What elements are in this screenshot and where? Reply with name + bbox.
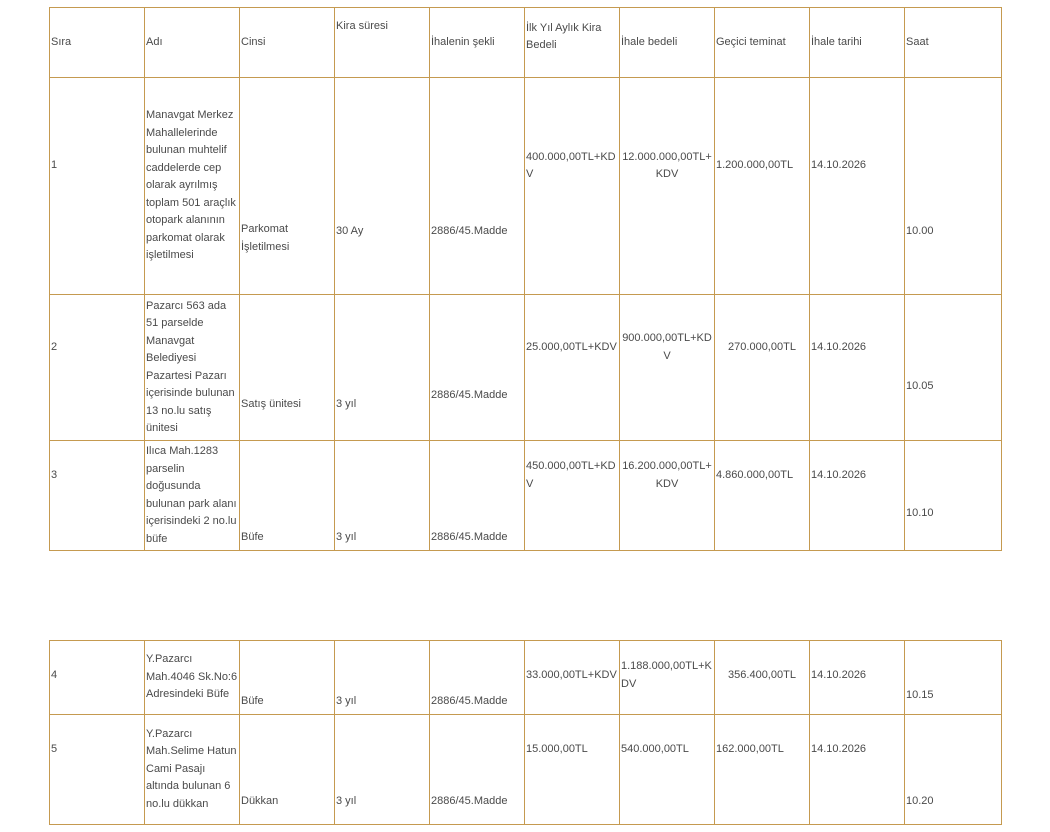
cell-cinsi: Büfe <box>240 441 335 551</box>
cell-kira-suresi: 3 yıl <box>335 295 430 441</box>
header-ilk-yil-kira: İlk Yıl Aylık Kira Bedeli <box>525 8 620 78</box>
cell-ihale-tarihi: 14.10.2026 <box>810 715 905 825</box>
cell-ilk-yil-kira: 15.000,00TL <box>525 715 620 825</box>
cell-cinsi: Satış ünitesi <box>240 295 335 441</box>
cell-sira: 3 <box>50 441 145 551</box>
cell-saat: 10.10 <box>905 441 1002 551</box>
cell-ihale-bedeli: 540.000,00TL <box>620 715 715 825</box>
table-header-row <box>50 8 1002 78</box>
cell-ihale-tarihi: 14.10.2026 <box>810 441 905 551</box>
cell-ihale-sekli: 2886/45.Madde <box>430 641 525 715</box>
cell-cinsi: Büfe <box>240 641 335 715</box>
table-row <box>50 441 1002 551</box>
cell-sira: 2 <box>50 295 145 441</box>
table-row <box>50 78 1002 295</box>
cell-ihale-sekli: 2886/45.Madde <box>430 78 525 295</box>
cell-saat: 10.05 <box>905 295 1002 441</box>
table-row <box>50 295 1002 441</box>
cell-ihale-sekli: 2886/45.Madde <box>430 715 525 825</box>
cell-ilk-yil-kira: 33.000,00TL+KDV <box>525 641 620 715</box>
header-saat: Saat <box>905 8 1002 78</box>
cell-sira: 5 <box>50 715 145 825</box>
tender-table-part-2 <box>49 640 1002 825</box>
cell-saat: 10.20 <box>905 715 1002 825</box>
cell-adi: Manavgat Merkez Mahallelerinde bulunan muhtelif caddelerde cep olarak ayrılmış toplam 501 araçlık otopark alanının parkomat olarak işletilmesi <box>145 78 240 295</box>
cell-adi: Y.Pazarcı Mah.Selime Hatun Cami Pasajı altında bulunan 6 no.lu dükkan <box>145 715 240 825</box>
header-ihale-tarihi: İhale tarihi <box>810 8 905 78</box>
cell-adi: Pazarcı 563 ada 51 parselde Manavgat Belediyesi Pazartesi Pazarı içerisinde bulunan 13 no.lu satış ünitesi <box>145 295 240 441</box>
header-adi: Adı <box>145 8 240 78</box>
header-ihale-sekli: İhalenin şekli <box>430 8 525 78</box>
cell-gecici-teminat: 4.860.000,00TL <box>715 441 810 551</box>
cell-ilk-yil-kira: 450.000,00TL+KDV <box>525 441 620 551</box>
header-gecici-teminat: Geçici teminat <box>715 8 810 78</box>
table-row <box>50 715 1002 825</box>
cell-saat: 10.00 <box>905 78 1002 295</box>
cell-sira: 1 <box>50 78 145 295</box>
cell-ihale-tarihi: 14.10.2026 <box>810 295 905 441</box>
cell-sira: 4 <box>50 641 145 715</box>
cell-ilk-yil-kira: 400.000,00TL+KDV <box>525 78 620 295</box>
cell-saat: 10.15 <box>905 641 1002 715</box>
cell-kira-suresi: 30 Ay <box>335 78 430 295</box>
table-row <box>50 641 1002 715</box>
cell-ihale-sekli: 2886/45.Madde <box>430 441 525 551</box>
cell-adi: Y.Pazarcı Mah.4046 Sk.No:6 Adresindeki Büfe <box>145 641 240 715</box>
cell-ihale-bedeli: 16.200.000,00TL+KDV <box>620 441 715 551</box>
header-kira-suresi: Kira süresi <box>335 8 430 78</box>
cell-kira-suresi: 3 yıl <box>335 441 430 551</box>
header-sira: Sıra <box>50 8 145 78</box>
cell-ilk-yil-kira: 25.000,00TL+KDV <box>525 295 620 441</box>
cell-kira-suresi: 3 yıl <box>335 715 430 825</box>
header-cinsi: Cinsi <box>240 8 335 78</box>
cell-ihale-bedeli: 12.000.000,00TL+KDV <box>620 78 715 295</box>
cell-ihale-tarihi: 14.10.2026 <box>810 641 905 715</box>
cell-cinsi: Parkomat İşletilmesi <box>240 78 335 295</box>
cell-adi: Ilıca Mah.1283 parselin doğusunda bulunan park alanı içerisindeki 2 no.lu büfe <box>145 441 240 551</box>
cell-cinsi: Dükkan <box>240 715 335 825</box>
cell-ihale-bedeli: 900.000,00TL+KDV <box>620 295 715 441</box>
cell-ihale-bedeli: 1.188.000,00TL+KDV <box>620 641 715 715</box>
cell-gecici-teminat: 270.000,00TL <box>715 295 810 441</box>
cell-gecici-teminat: 356.400,00TL <box>715 641 810 715</box>
cell-gecici-teminat: 162.000,00TL <box>715 715 810 825</box>
cell-kira-suresi: 3 yıl <box>335 641 430 715</box>
header-ihale-bedeli: İhale bedeli <box>620 8 715 78</box>
tender-table-part-1 <box>49 7 1002 551</box>
cell-ihale-sekli: 2886/45.Madde <box>430 295 525 441</box>
cell-ihale-tarihi: 14.10.2026 <box>810 78 905 295</box>
cell-gecici-teminat: 1.200.000,00TL <box>715 78 810 295</box>
